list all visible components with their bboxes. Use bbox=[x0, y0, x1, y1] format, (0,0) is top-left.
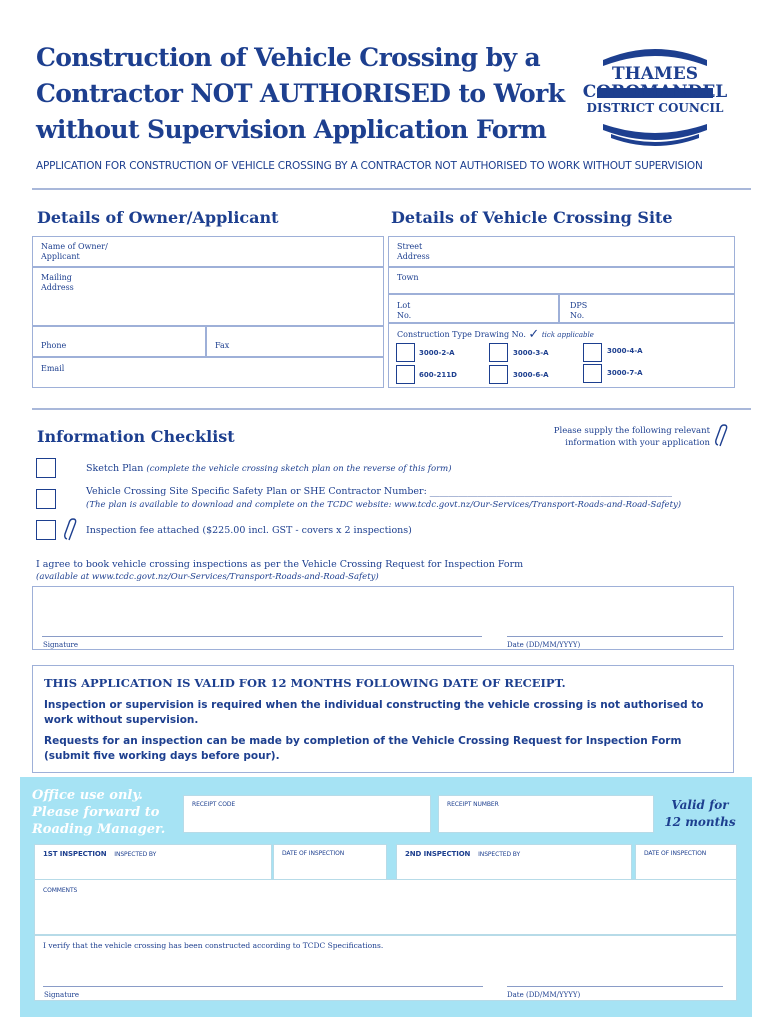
logo-line-3: DISTRICT COUNCIL bbox=[586, 101, 724, 115]
form-subtitle: APPLICATION FOR CONSTRUCTION OF VEHICLE CROSSING BY A CONTRACTOR NOT AUTHORISED TO WORK WITHOUT SUPERVISION bbox=[36, 160, 703, 172]
field-label: Address bbox=[41, 283, 74, 292]
divider bbox=[32, 188, 751, 190]
notice-title: THIS APPLICATION IS VALID FOR 12 MONTHS FOLLOWING DATE OF RECEIPT. bbox=[44, 676, 566, 690]
drawing-code: 600-211D bbox=[419, 371, 457, 379]
field-label: DATE OF INSPECTION bbox=[282, 850, 345, 857]
field-label: Name of Owner/ bbox=[41, 242, 108, 251]
heading-line: Please forward to bbox=[32, 805, 160, 820]
date-label: Date (DD/MM/YYYY) bbox=[507, 641, 581, 649]
council-logo bbox=[575, 38, 735, 148]
title-line: without Supervision Application Form bbox=[36, 115, 547, 144]
field-label: No. bbox=[397, 311, 412, 320]
office-use-panel bbox=[20, 777, 752, 1017]
town-field[interactable] bbox=[388, 267, 735, 294]
title-line: Contractor NOT AUTHORISED to Work bbox=[36, 79, 565, 108]
field-label: Phone bbox=[41, 341, 67, 350]
first-inspection-date-field[interactable] bbox=[273, 844, 387, 880]
drawing-code: 3000-7-A bbox=[607, 369, 643, 377]
agreement-note: (available at www.tcdc.govt.nz/Our-Services/Transport-Roads-and-Road-Safety) bbox=[36, 572, 379, 582]
validity-line: 12 months bbox=[664, 815, 736, 829]
drawing-code: 3000-3-A bbox=[513, 349, 549, 357]
verification-text: I verify that the vehicle crossing has been constructed according to TCDC Specifications. bbox=[43, 941, 384, 950]
notice-line: Inspection or supervision is required when the individual constructing the vehicle crossing is not authorised to bbox=[44, 699, 704, 711]
comments-field[interactable] bbox=[34, 879, 737, 935]
signature-box[interactable] bbox=[32, 586, 734, 650]
heading-line: Roading Manager. bbox=[32, 822, 166, 837]
field-label: Street bbox=[397, 242, 423, 251]
field-label: Fax bbox=[215, 341, 230, 350]
fax-field[interactable] bbox=[206, 326, 384, 357]
paperclip-icon bbox=[715, 424, 731, 450]
second-inspector-field[interactable] bbox=[396, 844, 632, 880]
checkbox-3000-2-a[interactable] bbox=[396, 343, 415, 362]
note-line: information with your application bbox=[565, 438, 710, 448]
checklist-heading: Information Checklist bbox=[37, 427, 235, 446]
field-label: Town bbox=[397, 273, 419, 282]
heading-line: Office use only. bbox=[32, 788, 143, 803]
sketch-plan-item bbox=[86, 463, 452, 474]
owner-name-field[interactable] bbox=[32, 236, 384, 267]
date-label: Date (DD/MM/YYYY) bbox=[507, 991, 581, 999]
validity-notice bbox=[32, 665, 734, 773]
receipt-number-field[interactable] bbox=[438, 795, 654, 833]
field-label: DPS bbox=[570, 301, 588, 310]
dps-number-field[interactable] bbox=[559, 294, 735, 323]
street-address-field[interactable] bbox=[388, 236, 735, 267]
agreement-text: I agree to book vehicle crossing inspections as per the Vehicle Crossing Request for Inspection Form bbox=[36, 559, 524, 570]
notice-paragraph bbox=[44, 698, 734, 728]
checkbox-3000-3-a[interactable] bbox=[489, 343, 508, 362]
inspection-title: 2ND INSPECTION bbox=[405, 850, 471, 858]
paperclip-icon bbox=[64, 518, 80, 544]
notice-line: (submit five working days before pour). bbox=[44, 750, 280, 762]
title-line: Construction of Vehicle Crossing by a bbox=[36, 43, 541, 72]
validity-label bbox=[660, 797, 740, 831]
inspection-fee-checkbox[interactable] bbox=[36, 520, 56, 540]
field-label: No. bbox=[570, 311, 585, 320]
notice-line: Requests for an inspection can be made by completion of the Vehicle Crossing Request for Inspection Form bbox=[44, 735, 682, 747]
field-label: Applicant bbox=[41, 252, 80, 261]
field-label: COMMENTS bbox=[43, 887, 78, 894]
checkbox-3000-7-a[interactable] bbox=[583, 364, 602, 383]
field-label: DATE OF INSPECTION bbox=[644, 850, 707, 857]
item-note: (complete the vehicle crossing sketch plan on the reverse of this form) bbox=[146, 464, 452, 474]
field-label: Construction Type Drawing No. bbox=[397, 330, 526, 339]
receipt-code-field[interactable] bbox=[183, 795, 431, 833]
logo-line-2: COROMANDEL bbox=[582, 82, 728, 102]
signature-label: Signature bbox=[44, 991, 80, 999]
divider bbox=[32, 408, 751, 410]
validity-line: Valid for bbox=[671, 798, 729, 812]
page-title bbox=[36, 40, 576, 148]
inspected-by-label: INSPECTED BY bbox=[478, 851, 521, 858]
first-inspector-field[interactable] bbox=[34, 844, 272, 880]
second-inspection-date-field[interactable] bbox=[635, 844, 737, 880]
safety-plan-note: (The plan is available to download and complete on the TCDC website: www.tcdc.govt.nz/Our-Services/Transport-Roads-and-Road-Safety) bbox=[86, 500, 682, 510]
field-label: Lot bbox=[397, 301, 411, 310]
field-label: Address bbox=[397, 252, 430, 261]
signature-line bbox=[42, 636, 482, 637]
mailing-address-field[interactable] bbox=[32, 267, 384, 326]
notice-line: work without supervision. bbox=[44, 714, 199, 726]
safety-plan-item: Vehicle Crossing Site Specific Safety Plan or SHE Contractor Number: ___________________________________________________ bbox=[86, 486, 673, 497]
inspected-by-label: INSPECTED BY bbox=[114, 851, 157, 858]
email-field[interactable] bbox=[32, 357, 384, 388]
field-label: RECEIPT NUMBER bbox=[447, 801, 499, 808]
drawing-code: 3000-2-A bbox=[419, 349, 455, 357]
checklist-note bbox=[520, 425, 710, 449]
field-label bbox=[405, 850, 520, 858]
notice-paragraph bbox=[44, 734, 734, 764]
date-line bbox=[507, 986, 723, 987]
logo-line-1: THAMES bbox=[612, 64, 698, 84]
tick-icon: ✓ bbox=[528, 327, 540, 342]
drawing-code: 3000-4-A bbox=[607, 347, 643, 355]
site-section-heading: Details of Vehicle Crossing Site bbox=[391, 208, 673, 227]
inspection-fee-item: Inspection fee attached ($225.00 incl. GST - covers x 2 inspections) bbox=[86, 525, 412, 536]
signature-label: Signature bbox=[43, 641, 79, 649]
tick-note: tick applicable bbox=[541, 331, 594, 339]
field-label: RECEIPT CODE bbox=[192, 801, 236, 808]
phone-field[interactable] bbox=[32, 326, 206, 357]
field-label: Email bbox=[41, 364, 65, 373]
field-label bbox=[43, 850, 156, 858]
checkbox-3000-4-a[interactable] bbox=[583, 343, 602, 362]
signature-line bbox=[43, 986, 483, 987]
field-label: Mailing bbox=[41, 273, 72, 282]
checkbox-3000-6-a[interactable] bbox=[489, 365, 508, 384]
item-title: Sketch Plan bbox=[86, 463, 144, 474]
date-line bbox=[507, 636, 723, 637]
lot-number-field[interactable] bbox=[388, 294, 559, 323]
checkbox-600-211d[interactable] bbox=[396, 365, 415, 384]
owner-section-heading: Details of Owner/Applicant bbox=[37, 208, 279, 227]
verification-box[interactable] bbox=[34, 935, 737, 1001]
drawing-code: 3000-6-A bbox=[513, 371, 549, 379]
note-line: Please supply the following relevant bbox=[553, 426, 710, 436]
safety-plan-checkbox[interactable] bbox=[36, 489, 56, 509]
sketch-plan-checkbox[interactable] bbox=[36, 458, 56, 478]
inspection-title: 1ST INSPECTION bbox=[43, 850, 107, 858]
office-use-heading bbox=[32, 787, 165, 838]
